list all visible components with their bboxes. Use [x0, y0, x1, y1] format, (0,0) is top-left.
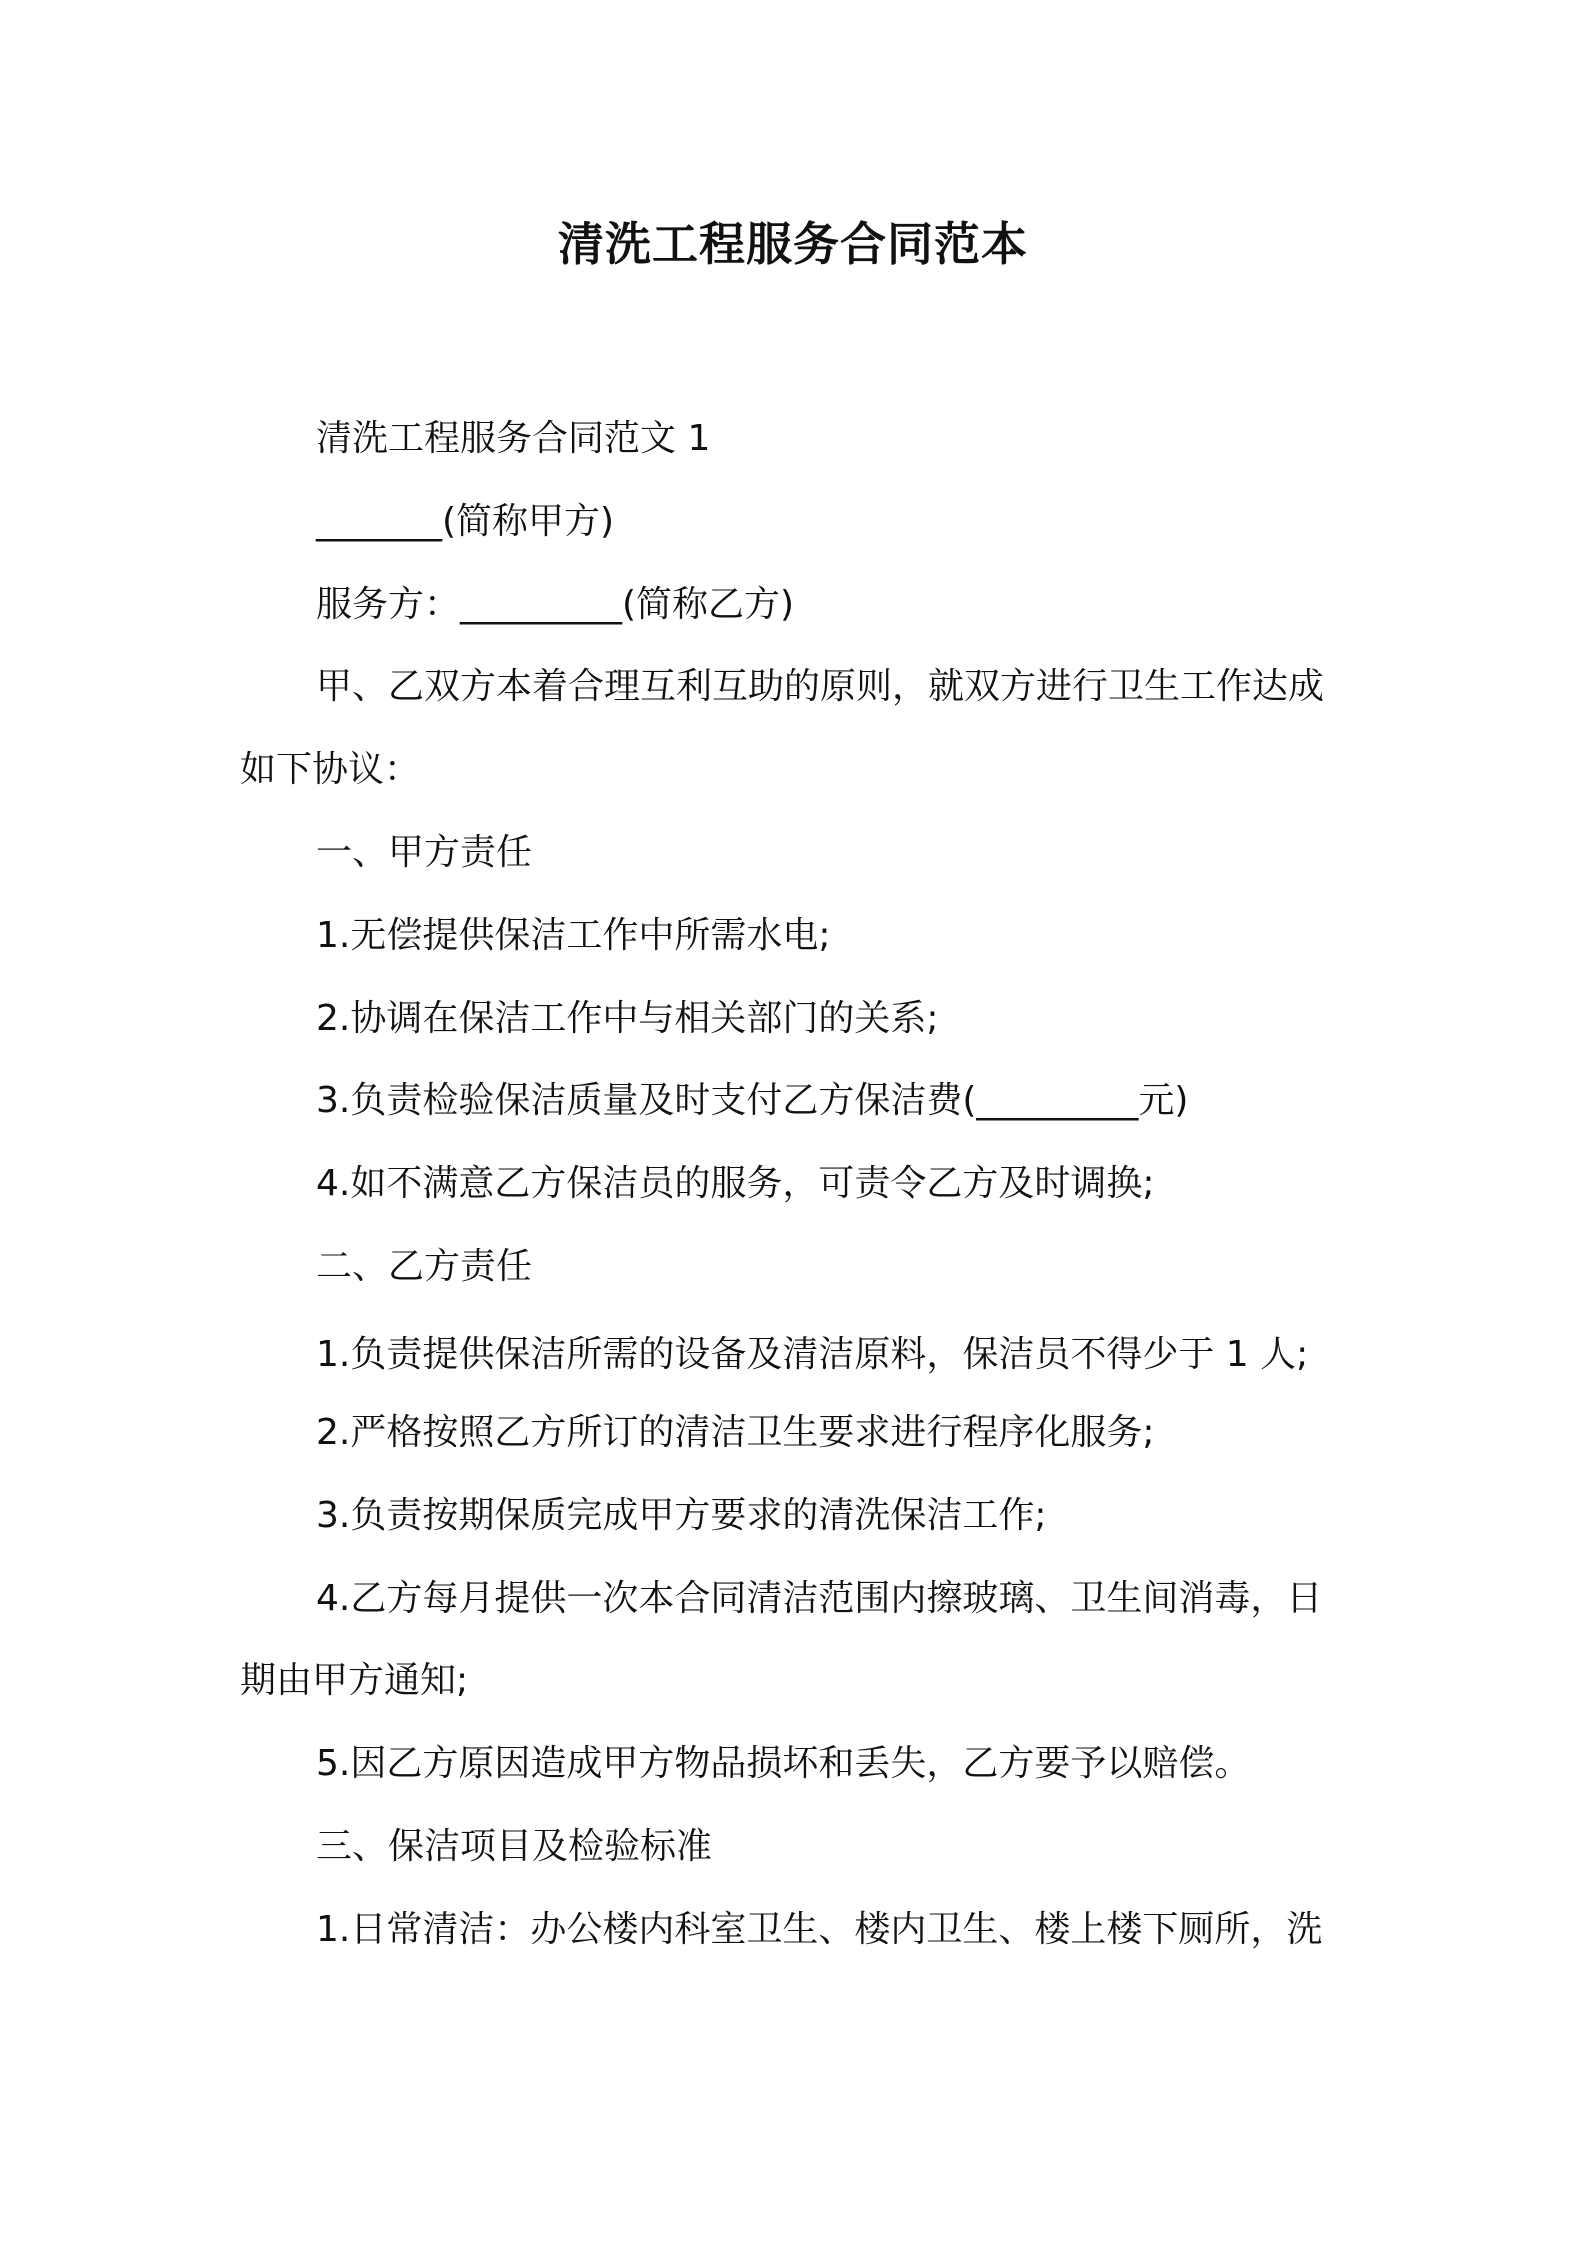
paragraph-line: 如下协议： [240, 749, 421, 790]
paragraph-line: 甲、乙双方本着合理互利互助的原则，就双方进行卫生工作达成 [316, 666, 1325, 707]
list-item: 2.协调在保洁工作中与相关部门的关系; [316, 998, 939, 1039]
party-b-line: 服务方：_________(简称乙方) [316, 584, 795, 625]
document-title: 清洗工程服务合同范本 [558, 217, 1028, 271]
section-heading: 三、保洁项目及检验标准 [316, 1826, 713, 1867]
list-item: 1.日常清洁：办公楼内科室卫生、楼内卫生、楼上楼下厕所，洗 [316, 1909, 1323, 1950]
list-item: 2.严格按照乙方所订的清洁卫生要求进行程序化服务; [316, 1412, 1155, 1453]
list-item: 1.无偿提供保洁工作中所需水电; [316, 915, 831, 956]
list-item: 4.乙方每月提供一次本合同清洁范围内擦玻璃、卫生间消毒，日 [316, 1578, 1323, 1619]
list-item: 3.负责按期保质完成甲方要求的清洗保洁工作; [316, 1495, 1047, 1536]
list-item: 1.负责提供保洁所需的设备及清洁原料，保洁员不得少于 1 人; [316, 1334, 1309, 1375]
section-heading: 二、乙方责任 [316, 1246, 533, 1287]
list-item-continuation: 期由甲方通知; [240, 1660, 469, 1701]
list-item: 4.如不满意乙方保洁员的服务，可责令乙方及时调换; [316, 1163, 1155, 1204]
list-item: 3.负责检验保洁质量及时支付乙方保洁费(_________元) [316, 1080, 1189, 1121]
section-heading: 清洗工程服务合同范文 1 [316, 418, 711, 459]
list-item: 5.因乙方原因造成甲方物品损坏和丢失，乙方要予以赔偿。 [316, 1743, 1251, 1784]
section-heading: 一、甲方责任 [316, 832, 533, 873]
party-a-line: _______(简称甲方) [316, 501, 615, 542]
